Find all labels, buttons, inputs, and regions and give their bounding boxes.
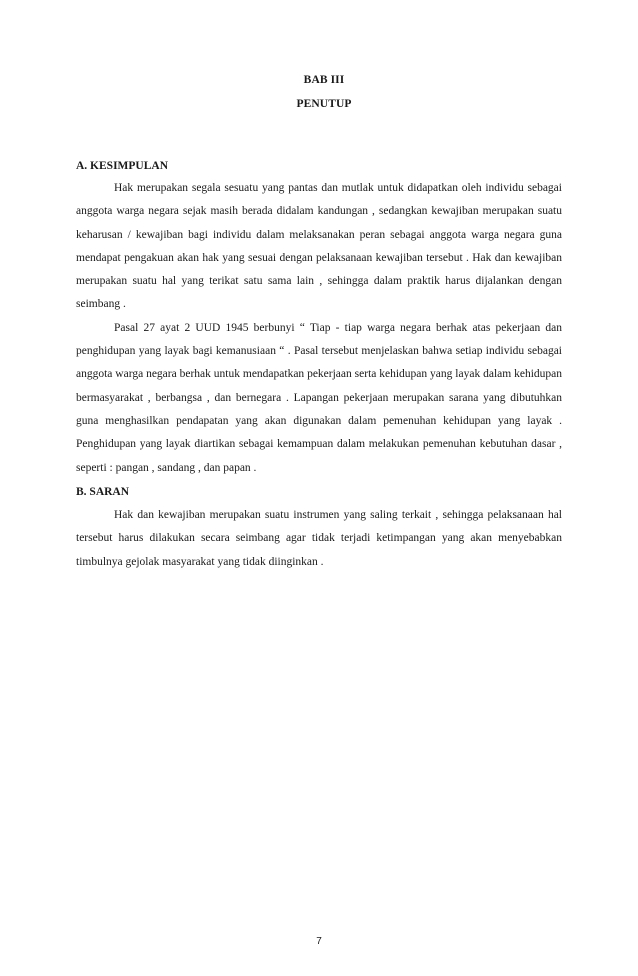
chapter-number: BAB III — [303, 74, 345, 86]
paragraph: Hak dan kewajiban merupakan suatu instrumen yang saling terkait , sehingga pelaksanaan hal tersebut harus dilakukan secara seimbang agar tidak terjadi ketimpangan yang akan menyebabkan timbulnya gejolak masyarakat yang tidak diinginkan . — [76, 509, 562, 568]
paragraph: Hak merupakan segala sesuatu yang pantas dan mutlak untuk didapatkan oleh individu sebagai anggota warga negara sejak masih berada didalam kandungan , sedangkan kewajiban merupakan suatu keharusan / kewajiban bagi individu dalam melaksanakan peran sebagai anggota warga negara guna mendapat pengakuan akan hak yang sesuai dengan pelaksanaan kewajiban tersebut . Hak dan kewajiban merupakan suatu hal yang terikat satu sama lain , sehingga dalam praktik harus dijalankan dengan seimbang . — [76, 182, 562, 311]
section-heading-saran: B. SARAN — [76, 486, 130, 498]
section-heading-kesimpulan: A. KESIMPULAN — [76, 160, 169, 172]
page-number: 7 — [316, 936, 322, 947]
chapter-title: PENUTUP — [296, 98, 352, 110]
section-body-saran — [76, 504, 562, 574]
paragraph: Pasal 27 ayat 2 UUD 1945 berbunyi “ Tiap - tiap warga negara berhak atas pekerjaan dan penghidupan yang layak bagi kemanusiaan “ . Pasal tersebut menjelaskan bahwa setiap individu sebagai anggota warga negara berhak untuk mendapatkan pekerjaan serta kehidupan yang layak dalam kehidupan bermasyarakat , berbangsa , dan bernegara . Lapangan pekerjaan merupakan sarana yang dibutuhkan guna menghasilkan pendapatan yang akan digunakan dalam pemenuhan kehidupan yang layak . Penghidupan yang layak diartikan sebagai kemampuan dalam melakukan pemenuhan kebutuhan dasar , seperti : pangan , sandang , dan papan . — [76, 321, 562, 474]
section-body-kesimpulan — [76, 177, 562, 480]
